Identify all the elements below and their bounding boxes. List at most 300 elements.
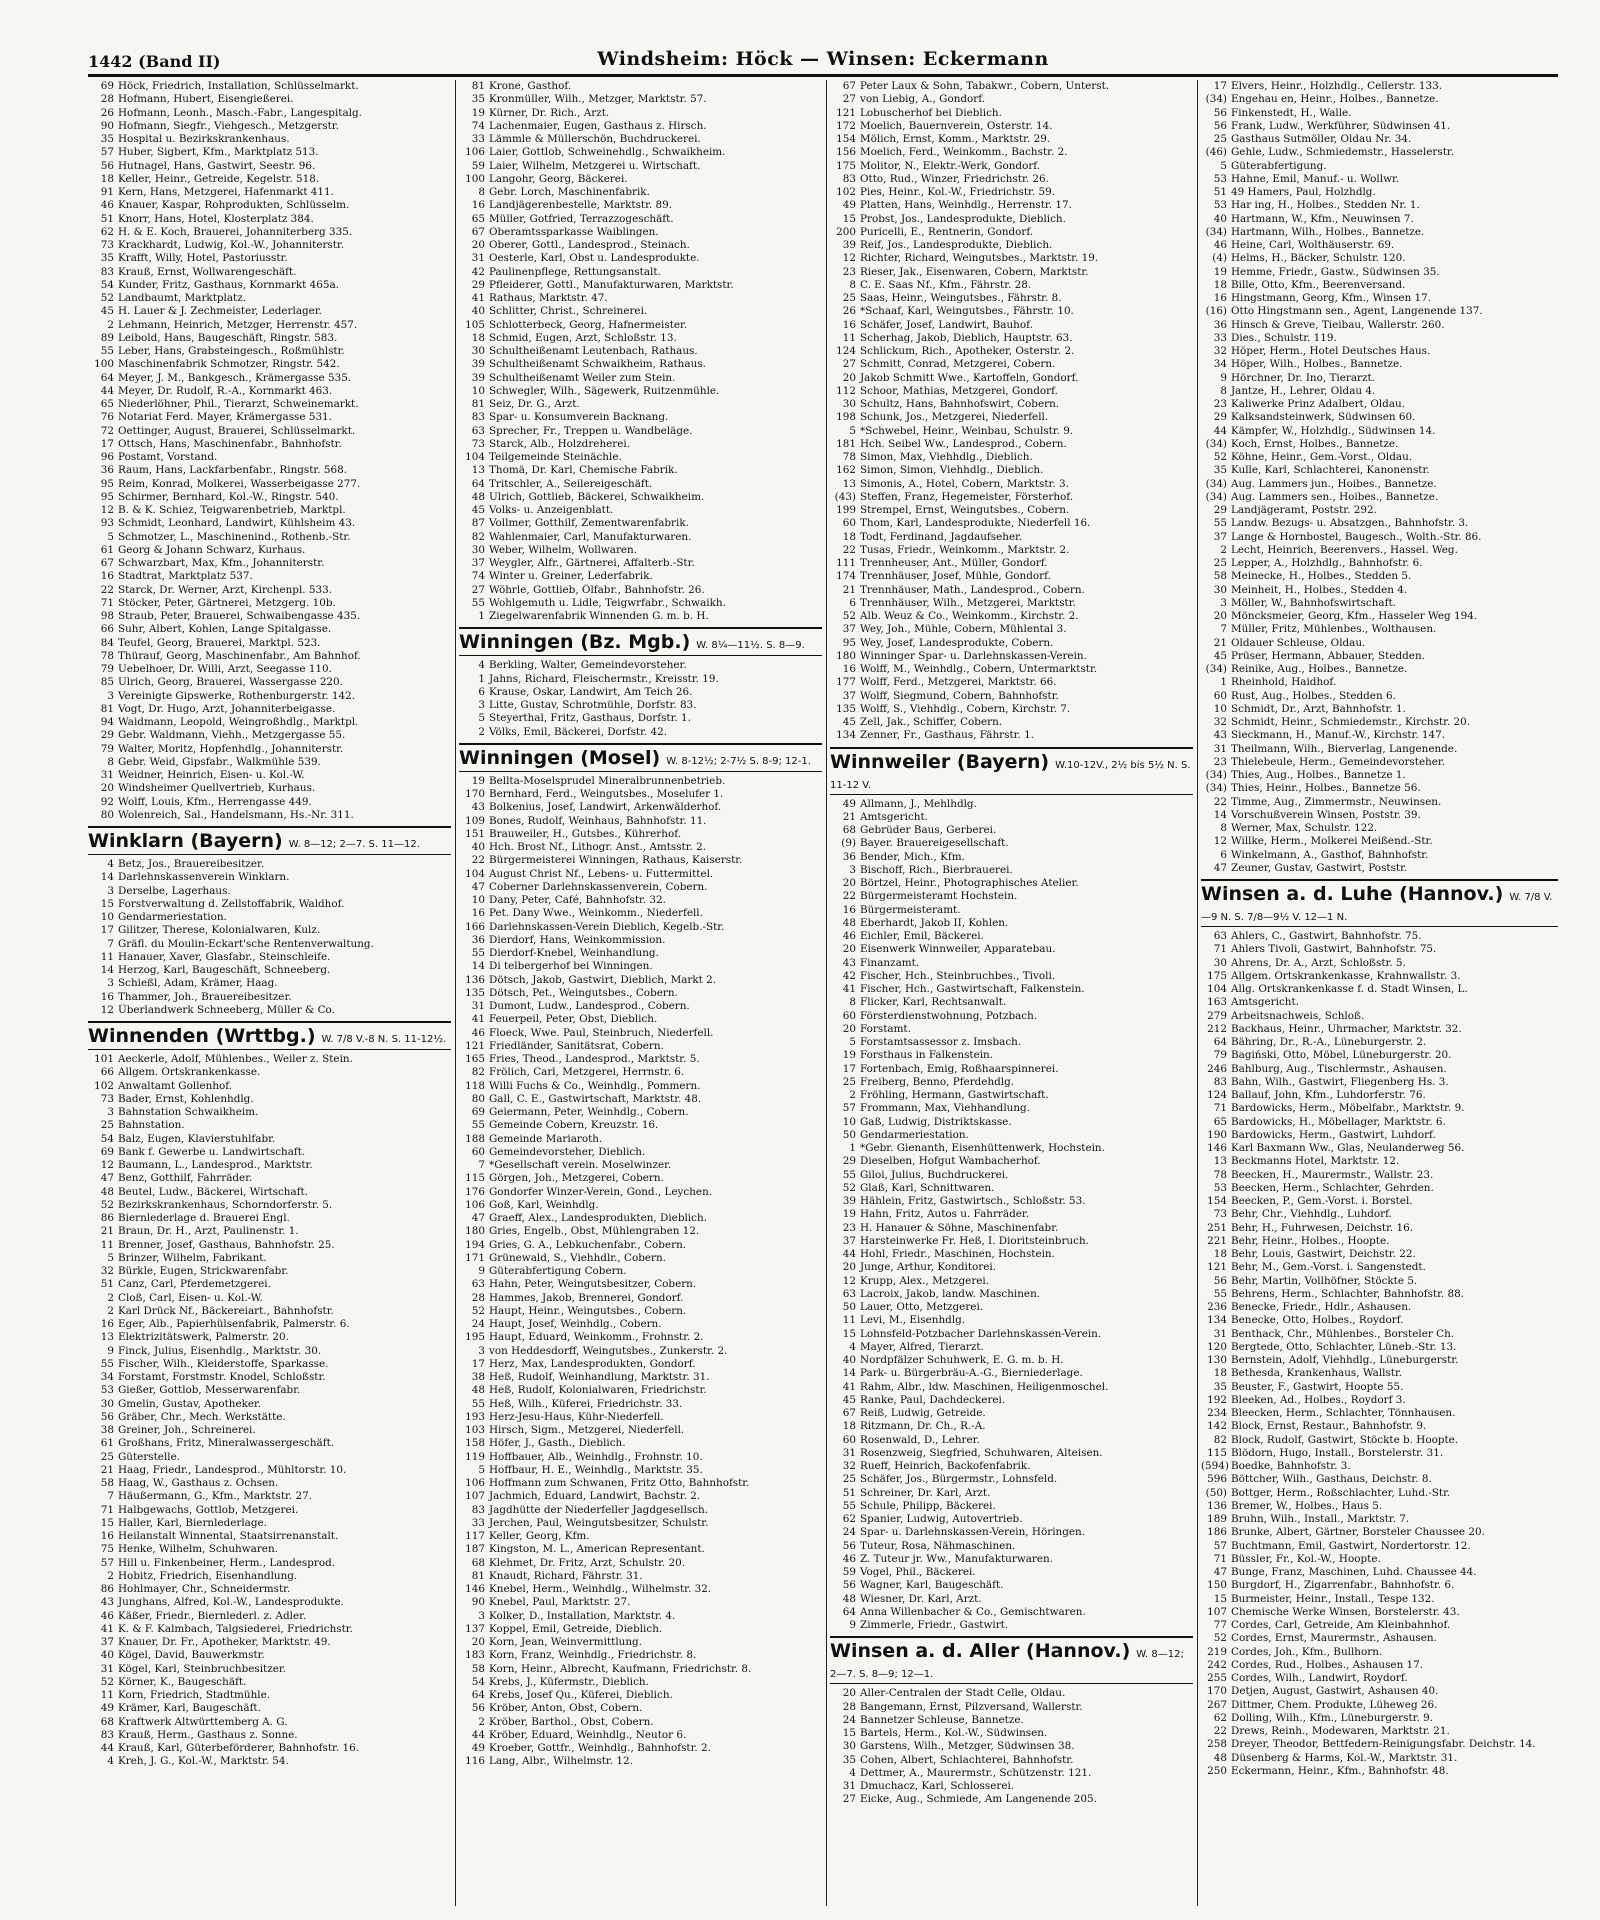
entry-text: Schultheißenamt Weiler zum Stein. (489, 371, 676, 384)
directory-entry (88, 544, 451, 557)
entry-text: Geiermann, Peter, Weinhdlg., Cobern. (489, 1106, 689, 1118)
entry-text: Müller, Fritz, Mühlenbes., Wolthausen. (1231, 623, 1437, 636)
directory-entry (459, 1265, 822, 1278)
entry-text: Haupt, Heinr., Weingutsbes., Cobern. (489, 1304, 687, 1317)
entry-text: Graeff, Alex., Landesprodukten, Dieblich. (489, 1212, 707, 1224)
entry-text: Greiner, Joh., Schreinerei. (118, 1424, 256, 1436)
entry-text: Überlandwerk Schneeberg, Müller & Co. (118, 1003, 335, 1016)
entry-text: Brauweiler, H., Gutsbes., Kührerhof. (489, 827, 681, 840)
phone-number: 29 (1213, 504, 1227, 516)
phone-number: 48 (471, 1384, 485, 1397)
phone-number: 7 (107, 937, 114, 950)
directory-entry (830, 1606, 1193, 1619)
entry-text: Anwaltamt Gollenhof. (118, 1079, 233, 1092)
entry-text: Keller, Heinr., Getreide, Kegelstr. 518. (118, 172, 320, 185)
entry-text: Gemeinde Mariaroth. (489, 1132, 603, 1145)
entry-text: Hinsch & Greve, Tieibau, Wallerstr. 260. (1231, 318, 1445, 331)
phone-number: 49 (471, 1742, 485, 1754)
directory-entry (88, 345, 451, 358)
entry-text: Korn, Jean, Weinvermittlung. (489, 1636, 642, 1648)
phone-number: 200 (836, 225, 856, 238)
phone-number: 10 (471, 894, 485, 906)
entry-text: Paulinenpflege, Rettungsanstalt. (489, 265, 661, 278)
entry-text: Gendarmeriestation. (860, 1128, 969, 1141)
entry-text: Betz, Jos., Brauereibesitzer. (118, 858, 265, 870)
entry-text: Wolff, Ferd., Metzgerei, Marktstr. 66. (860, 676, 1057, 689)
directory-entry (1201, 584, 1558, 597)
phone-number: 57 (100, 146, 114, 159)
phone-number: 24 (842, 1526, 856, 1539)
directory-entry (459, 1490, 822, 1503)
phone-number: 71 (100, 1503, 114, 1516)
directory-entry (459, 907, 822, 920)
phone-number: 36 (100, 464, 114, 477)
directory-entry (88, 1504, 451, 1517)
phone-number: 58 (471, 1662, 485, 1675)
directory-entry (1201, 796, 1558, 809)
phone-number: 174 (836, 570, 856, 583)
directory-entry (88, 478, 451, 491)
phone-number: 63 (842, 1287, 856, 1300)
directory-entry (1201, 1513, 1558, 1526)
directory-entry (88, 1239, 451, 1252)
entry-text: Höper, Herm., Hotel Deutsches Haus. (1231, 345, 1431, 357)
entry-text: Friedländer, Sanitätsrat, Cobern. (489, 1039, 664, 1052)
phone-number: 71 (100, 596, 114, 609)
place-name: Winningen (Mosel) (459, 746, 661, 769)
phone-number: 23 (1213, 755, 1227, 768)
entry-text: Suhr, Albert, Kohlen, Lange Spitalgasse. (118, 623, 332, 636)
entry-text: Bellta-Moselsprudel Mineralbrunnenbetrieb. (489, 774, 726, 787)
directory-entry (1201, 1752, 1558, 1765)
phone-number: 16 (842, 663, 856, 675)
entry-text: Hch. Brost Nf., Lithogr. Anst., Amtsstr. 2. (489, 841, 707, 853)
entry-text: Bürgermeisteramt. (860, 903, 961, 916)
entry-text: Jahns, Richard, Fleischermstr., Kreisstr. 19. (489, 672, 719, 685)
directory-entry (459, 1477, 822, 1490)
entry-text: Meyer, J. M., Bankgesch., Krämergasse 535. (118, 371, 352, 384)
directory-entry (459, 385, 822, 398)
entry-text: Gebrüder Baus, Gerberei. (860, 824, 997, 836)
directory-entry (830, 491, 1193, 504)
entry-text: Detjen, August, Gastwirt, Ashausen 40. (1231, 1685, 1439, 1698)
directory-entry (88, 911, 451, 924)
phone-number: 28 (842, 1700, 856, 1713)
entry-text: Lachenmaier, Eugen, Gasthaus z. Hirsch. (489, 119, 707, 132)
directory-entry (1201, 729, 1558, 742)
entry-text: Starck, Dr. Werner, Arzt, Kirchenpl. 533. (118, 583, 333, 596)
place-name: Winnenden (Wrttbg.) (88, 1025, 316, 1047)
phone-number: 53 (100, 1384, 114, 1397)
directory-entry (830, 1023, 1193, 1036)
phone-number: 102 (94, 1079, 114, 1092)
phone-number: 20 (842, 1022, 856, 1035)
phone-number: (34) (1205, 490, 1227, 503)
phone-number: 60 (1213, 689, 1227, 702)
directory-entry (459, 1411, 822, 1424)
directory-entry (1201, 1765, 1558, 1778)
directory-entry (1201, 266, 1558, 279)
entry-text: Kämpfer, W., Holzhdlg., Südwinsen 14. (1231, 424, 1436, 437)
phone-number: 40 (842, 1354, 856, 1366)
entry-text: Hörchner, Dr. Ino, Tierarzt. (1231, 371, 1375, 384)
phone-number: 9 (849, 1619, 856, 1631)
entry-text: Meinheit, H., Holbes., Stedden 4. (1231, 583, 1408, 596)
phone-number: 134 (836, 729, 856, 742)
entry-text: Scherhag, Jakob, Dieblich, Hauptstr. 63. (860, 331, 1073, 344)
entry-text: Lohnsfeld-Potzbacher Darlehnskassen-Verein. (860, 1327, 1102, 1340)
directory-entry (1201, 1089, 1558, 1102)
entry-text: B. & K. Schiez, Teigwarenbetrieb, Marktpl. (118, 504, 346, 516)
directory-entry (1201, 252, 1558, 265)
entry-text: Derselbe, Lagerhaus. (118, 884, 231, 897)
entry-text: Zell, Jak., Schiffer, Cobern. (860, 716, 1003, 728)
phone-number: 212 (1207, 1022, 1227, 1035)
directory-entry (88, 1755, 451, 1768)
entry-text: Cohen, Albert, Schlachterei, Bahnhofstr. (860, 1753, 1074, 1766)
entry-text: Dierdorf-Knebel, Weinhandlung. (489, 947, 659, 959)
phone-number: 77 (1213, 1619, 1227, 1631)
entry-text: Reiß, Ludwig, Getreide. (860, 1407, 986, 1419)
entry-text: Sieckmann, H., Manuf.-W., Kirchstr. 147. (1231, 729, 1446, 742)
entry-text: Frommann, Max, Viehhandlung. (860, 1102, 1030, 1115)
directory-entry (459, 1543, 822, 1556)
directory-entry (1201, 1235, 1558, 1248)
directory-entry (1201, 996, 1558, 1009)
entry-text: Freiberg, Benno, Pferdehdlg. (860, 1075, 1015, 1088)
entry-text: Hofmann, Siegfr., Viehgesch., Metzgerstr. (118, 119, 339, 132)
directory-entry (88, 796, 451, 809)
directory-entry (830, 676, 1193, 689)
phone-number: 56 (1213, 119, 1227, 132)
entry-text: Bender, Mich., Kfm. (860, 850, 965, 863)
phone-number: 17 (1213, 80, 1227, 92)
column-divider (455, 80, 456, 1906)
phone-number: 40 (100, 1649, 114, 1662)
phone-number: 34 (100, 1371, 114, 1383)
entry-text: Bartels, Herm., Kol.-W., Südwinsen. (860, 1727, 1048, 1739)
phone-number: 20 (842, 877, 856, 889)
phone-number: 23 (842, 265, 856, 278)
directory-entry (830, 716, 1193, 729)
phone-number: 32 (842, 1460, 856, 1472)
phone-number: 20 (471, 239, 485, 251)
phone-number: 177 (836, 676, 856, 689)
directory-entry (88, 451, 451, 464)
directory-entry (88, 1596, 451, 1609)
entry-text: Hammes, Jakob, Brennerei, Gondorf. (489, 1291, 684, 1304)
entry-text: Gräber, Chr., Mech. Werkstätte. (118, 1410, 286, 1423)
directory-entry (1201, 970, 1558, 983)
phone-number: 26 (100, 106, 114, 119)
directory-entry (88, 411, 451, 424)
phone-number: 188 (465, 1132, 485, 1145)
phone-number: 41 (842, 1380, 856, 1393)
phone-number: 156 (836, 146, 856, 159)
phone-number: 2 (1220, 543, 1227, 556)
directory-entry (830, 1195, 1193, 1208)
directory-entry (88, 173, 451, 186)
directory-entry (830, 811, 1193, 824)
entry-text: Balz, Eugen, Klavierstuhlfabr. (118, 1132, 276, 1145)
phone-number: 154 (1207, 1195, 1227, 1207)
entry-text: Knauer, Dr. Fr., Apotheker, Marktstr. 49. (118, 1636, 331, 1648)
directory-entry (1201, 1619, 1558, 1632)
directory-entry (1201, 1699, 1558, 1712)
entry-text: Bagiński, Otto, Möbel, Lüneburgerstr. 20. (1231, 1049, 1452, 1062)
office-hours: W. 8—12; 2—7. S. 11—12. (288, 839, 420, 850)
directory-entry (1201, 1182, 1558, 1195)
directory-entry (1201, 623, 1558, 636)
phone-number: 81 (100, 702, 114, 715)
directory-entry (88, 1159, 451, 1172)
directory-entry (459, 478, 822, 491)
phone-number: 107 (465, 1490, 485, 1503)
entry-text: Blödorn, Hugo, Install., Borstelerstr. 31. (1231, 1446, 1444, 1459)
directory-entry (459, 1027, 822, 1040)
phone-number: 59 (842, 1566, 856, 1578)
phone-number: 37 (842, 689, 856, 702)
directory-entry (1201, 1275, 1558, 1288)
phone-number: 51 (842, 1486, 856, 1499)
entry-text: Bleecken, Herm., Schlachter, Tönnhausen. (1231, 1407, 1456, 1419)
phone-number: 55 (471, 947, 485, 959)
entry-text: Backhaus, Heinr., Uhrmacher, Marktstr. 32. (1231, 1022, 1462, 1035)
directory-entry (459, 1199, 822, 1212)
entry-text: Korn, Friedrich, Stadtmühle. (118, 1689, 271, 1701)
phone-number: 20 (471, 1636, 485, 1648)
entry-text: Schäfer, Jos., Bürgermstr., Lohnsfeld. (860, 1473, 1058, 1486)
entry-text: Elektrizitätswerk, Palmerstr. 20. (118, 1331, 289, 1344)
phone-number: 146 (465, 1583, 485, 1595)
entry-text: Gräfl. du Moulin-Eckart'sche Rentenverwaltung. (118, 937, 374, 950)
phone-number: 11 (100, 950, 114, 963)
directory-entry (830, 1142, 1193, 1155)
phone-number: 73 (100, 1092, 114, 1105)
entry-text: Frölich, Carl, Metzgerei, Herrnstr. 6. (489, 1066, 685, 1079)
entry-text: Thies, Aug., Holbes., Bannetze 1. (1231, 769, 1406, 781)
phone-number: (46) (1205, 146, 1227, 159)
directory-entry (88, 80, 451, 93)
phone-number: 27 (842, 93, 856, 106)
directory-entry (830, 385, 1193, 398)
phone-number: 62 (100, 225, 114, 238)
entry-text: Willke, Herm., Molkerei Meißend.-Str. (1231, 835, 1433, 848)
directory-entry (830, 957, 1193, 970)
entry-text: Güterabfertigung. (1231, 159, 1327, 172)
directory-entry (459, 1239, 822, 1252)
entry-text: Allmann, J., Mehlhdlg. (860, 797, 977, 810)
directory-entry (1201, 1367, 1558, 1380)
directory-entry (1201, 822, 1558, 835)
directory-entry (830, 1714, 1193, 1727)
entry-text: Kraftwerk Altwürttemberg A. G. (118, 1715, 288, 1728)
place-heading (830, 1636, 1193, 1684)
directory-entry (459, 531, 822, 544)
directory-entry (1201, 146, 1558, 159)
entry-text: Jagdhütte der Niederfeller Jagdgesellsch. (489, 1503, 709, 1516)
phone-number: 20 (842, 943, 856, 956)
phone-number: 115 (465, 1172, 485, 1185)
directory-entry (830, 1182, 1193, 1195)
office-hours: W.10-12V., 2½ bis 5½ N. S. 11-12 V. (830, 759, 1191, 791)
phone-number: 12 (100, 1159, 114, 1171)
phone-number: 25 (842, 1473, 856, 1486)
entry-text: Herzog, Karl, Baugeschäft, Schneeberg. (118, 964, 331, 976)
entry-text: Behr, Martin, Vollhöfner, Stöckte 5. (1231, 1274, 1418, 1287)
phone-number: 9 (1220, 371, 1227, 384)
entry-text: Oldauer Schleuse, Oldau. (1231, 636, 1366, 649)
phone-number: 82 (471, 530, 485, 543)
phone-number: 4 (849, 1766, 856, 1779)
phone-number: 63 (471, 424, 485, 437)
phone-number: 7 (107, 1490, 114, 1503)
entry-text: Eberhardt, Jakob II, Kohlen. (860, 916, 1009, 929)
phone-number: 31 (842, 1780, 856, 1792)
entry-text: Volks- u. Anzeigenblatt. (489, 504, 614, 516)
directory-entry (88, 1451, 451, 1464)
running-title: Windsheim: Höck — Winsen: Eckermann (597, 48, 1049, 70)
directory-entry (459, 1292, 822, 1305)
entry-text: Kröber, Barthol., Obst, Cobern. (489, 1715, 654, 1728)
directory-entry (459, 133, 822, 146)
directory-entry (830, 1500, 1193, 1513)
directory-entry (830, 1208, 1193, 1221)
directory-entry (88, 1424, 451, 1437)
place-name: Winklarn (Bayern) (88, 830, 283, 852)
directory-entry (1201, 1593, 1558, 1606)
phone-number: 39 (471, 371, 485, 384)
directory-entry (88, 531, 451, 544)
phone-number: 11 (100, 1238, 114, 1251)
phone-number: 81 (471, 398, 485, 410)
phone-number: 6 (1220, 848, 1227, 861)
office-hours: W. 8¼—11½. S. 8—9. (696, 640, 805, 652)
entry-text: Rheinhold, Haidhof. (1231, 676, 1337, 689)
phone-number: 46 (842, 930, 856, 942)
entry-text: Behr, H., Fuhrwesen, Deichstr. 16. (1231, 1221, 1414, 1234)
directory-entry (830, 199, 1193, 212)
directory-entry (88, 1305, 451, 1318)
entry-text: Eichler, Emil, Bäckerei. (860, 930, 984, 942)
entry-text: Dumont, Ludw., Landesprod., Cobern. (489, 1000, 690, 1012)
directory-entry (88, 504, 451, 517)
directory-entry (830, 279, 1193, 292)
office-hours: W. 8—12; 2—7. S. 8—9; 12—1. (830, 1649, 1184, 1681)
directory-entry (1201, 451, 1558, 464)
directory-entry (88, 1490, 451, 1503)
entry-text: Schmidt, Heinr., Schmiedemstr., Kirchstr. 20. (1231, 716, 1471, 728)
phone-number: 16 (842, 903, 856, 916)
phone-number: 67 (100, 557, 114, 569)
phone-number: 242 (1207, 1658, 1227, 1671)
entry-text: H. & E. Koch, Brauerei, Johanniterberg 335. (118, 225, 353, 238)
entry-text: Windsheimer Quellvertrieb, Kurhaus. (118, 782, 316, 795)
directory-entry (459, 1464, 822, 1477)
entry-text: Glaß, Karl, Schnittwaren. (860, 1181, 995, 1194)
directory-entry (459, 801, 822, 814)
phone-number: 30 (471, 543, 485, 556)
entry-text: Aug. Lammers sen., Hoibes., Bannetze. (1231, 490, 1439, 503)
entry-text: Eger, Alb., Papierhülsenfabrik, Palmerstr. 6. (118, 1318, 350, 1330)
phone-number: 4 (849, 1340, 856, 1353)
directory-entry (459, 1318, 822, 1331)
entry-text: Bardowicks, Herm., Gastwirt, Luhdorf. (1231, 1128, 1436, 1141)
entry-text: Reif, Jos., Landesprodukte, Dieblich. (860, 239, 1053, 251)
entry-text: Vogel, Phil., Bäckerei. (860, 1566, 976, 1578)
phone-number: 24 (471, 1318, 485, 1330)
entry-text: Börtzel, Heinr., Photographisches Atelier. (860, 877, 1079, 889)
phone-number: (34) (1205, 663, 1227, 675)
entry-text: Gemeinde Cobern, Kreuzstr. 16. (489, 1119, 659, 1132)
directory-entry (88, 1133, 451, 1146)
entry-text: Peter Laux & Sohn, Tabakwr., Cobern, Unterst. (860, 80, 1110, 92)
entry-text: Burmeister, Heinr., Install., Tespe 132. (1231, 1592, 1435, 1605)
phone-number: 3 (478, 1609, 485, 1622)
directory-entry (1201, 862, 1558, 875)
entry-text: Steffen, Franz, Hegemeister, Försterhof. (860, 490, 1074, 503)
phone-number: 18 (1213, 1367, 1227, 1380)
entry-text: Bischoff, Rich., Bierbrauerei. (860, 863, 1013, 876)
phone-number: 25 (1213, 557, 1227, 569)
entry-text: Junge, Arthur, Konditorei. (860, 1261, 996, 1274)
entry-text: Knorr, Hans, Hotel, Klosterplatz 384. (118, 212, 314, 225)
entry-text: Cordes, Ernst, Maurermstr., Ashausen. (1231, 1632, 1437, 1645)
directory-entry (830, 890, 1193, 903)
phone-number: 46 (842, 1552, 856, 1565)
directory-entry (88, 358, 451, 371)
entry-text: Kolker, D., Installation, Marktstr. 4. (489, 1609, 676, 1622)
entry-text: Ahrens, Dr. A., Arzt, Schloßstr. 5. (1231, 956, 1406, 969)
entry-text: Dötsch, Pet., Weingutsbes., Cobern. (489, 986, 678, 999)
phone-number: (43) (834, 490, 856, 503)
directory-entry (459, 1278, 822, 1291)
directory-entry (830, 398, 1193, 411)
entry-text: Teufel, Georg, Brauerei, Marktpl. 523. (118, 636, 321, 649)
entry-text: Herz, Max, Landesprodukten, Gondorf. (489, 1357, 696, 1370)
phone-number: 16 (471, 199, 485, 212)
entry-text: Bahnstation Schwaikheim. (118, 1106, 259, 1118)
directory-entry (459, 1106, 822, 1119)
directory-entry (88, 146, 451, 159)
entry-text: Bremer, W., Holbes., Haus 5. (1231, 1499, 1383, 1512)
entry-text: Har ing, H., Holbes., Stedden Nr. 1. (1231, 199, 1420, 212)
phone-number: 73 (100, 239, 114, 251)
entry-text: Beutel, Ludw., Bäckerei, Wirtschaft. (118, 1185, 309, 1198)
directory-entry (830, 1394, 1193, 1407)
directory-entry (1201, 1155, 1558, 1168)
directory-entry (1201, 983, 1558, 996)
directory-entry (459, 960, 822, 973)
entry-text: Cordes, Rud., Holbes., Ashausen 17. (1231, 1658, 1424, 1671)
phone-number: 47 (1213, 861, 1227, 874)
entry-text: Haupt, Josef, Weinhdlg., Cobern. (489, 1318, 662, 1330)
phone-number: 16 (1213, 292, 1227, 304)
phone-number: 35 (100, 133, 114, 145)
entry-text: Ahlers Tivoli, Gastwirt, Bahnhofstr. 75. (1231, 943, 1437, 956)
entry-text: Allg. Ortskrankenkasse f. d. Stadt Winsen, L. (1231, 983, 1468, 995)
phone-number: 61 (100, 543, 114, 556)
phone-number: 20 (842, 371, 856, 384)
directory-entry (830, 345, 1193, 358)
phone-number: (4) (1212, 252, 1227, 265)
phone-number: 71 (1213, 943, 1227, 956)
phone-number: 87 (471, 517, 485, 530)
directory-entry (830, 305, 1193, 318)
phone-number: 89 (100, 331, 114, 344)
directory-entry (830, 637, 1193, 650)
phone-number: 62 (1213, 1711, 1227, 1724)
